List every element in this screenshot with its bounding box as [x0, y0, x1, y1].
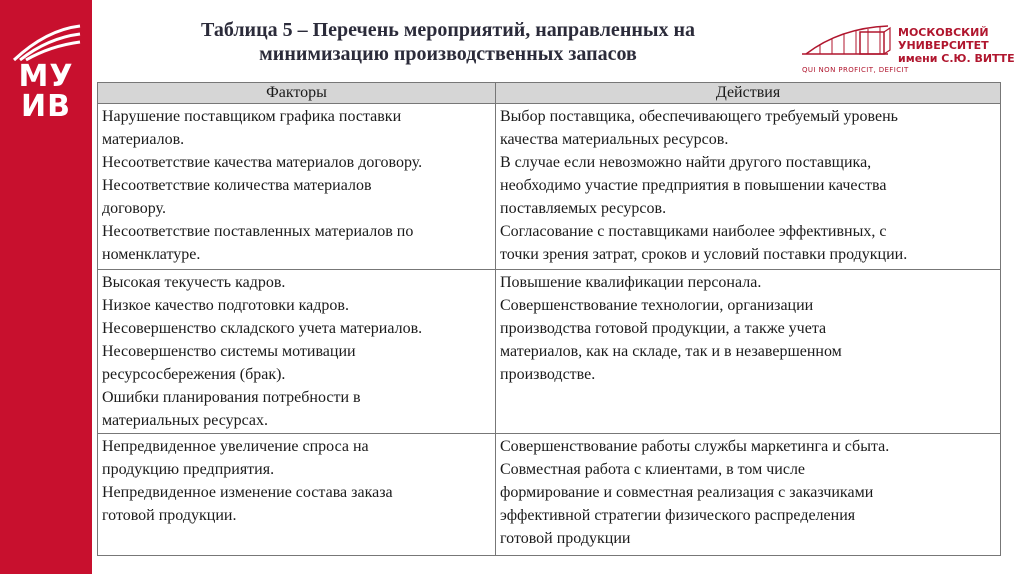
cell-text-line: Несовершенство складского учета материалов. [102, 320, 423, 337]
cell-text-line: Совершенствование технологии, организации [500, 297, 814, 314]
cell-text-line: Повышение квалификации персонала. [500, 274, 762, 291]
university-name: МОСКОВСКИЙ УНИВЕРСИТЕТ имени С.Ю. ВИТТЕ [898, 26, 1015, 65]
actions-cell [496, 270, 1001, 434]
factors-cell [98, 270, 496, 434]
factors-cell [98, 434, 496, 556]
cell-text-line: Согласование с поставщиками наиболее эффективных, с [500, 223, 887, 240]
cell-text-line: Низкое качество подготовки кадров. [102, 297, 349, 314]
header-actions: Действия [496, 83, 1001, 104]
cell-text-line: Высокая текучесть кадров. [102, 274, 286, 291]
cell-text-line: материальных ресурсах. [102, 412, 268, 429]
cell-text-line: производстве. [500, 366, 596, 383]
cell-text-line: Выбор поставщика, обеспечивающего требуемый уровень [500, 108, 898, 125]
cell-text-line: Ошибки планирования потребности в [102, 389, 361, 406]
cell-text-line: качества материальных ресурсов. [500, 131, 729, 148]
logo-text-line1: МУ [18, 59, 74, 94]
university-emblem-icon [800, 24, 894, 70]
header-factors: Факторы [98, 83, 496, 104]
logo-arcs-icon [6, 22, 86, 62]
university-logo [800, 24, 1015, 74]
table-row [98, 270, 1001, 434]
cell-text-line: поставляемых ресурсов. [500, 200, 667, 217]
cell-text-line: Несоответствие качества материалов договору. [102, 154, 423, 171]
cell-text-line: точки зрения затрат, сроков и условий поставки продукции. [500, 246, 908, 263]
cell-text-line: готовой продукции [500, 530, 631, 547]
cell-text-line: необходимо участие предприятия в повышении качества [500, 177, 887, 194]
cell-text-line: эффективной стратегии физического распределения [500, 507, 856, 524]
university-motto: QUI NON PROFICIT, DEFICIT [802, 66, 909, 74]
actions-cell [496, 104, 1001, 270]
cell-text-line: номенклатуре. [102, 246, 201, 263]
table-header-row [98, 83, 1001, 104]
cell-text-line: производства готовой продукции, а также учета [500, 320, 827, 337]
cell-text-line: материалов, как на складе, так и в незавершенном [500, 343, 842, 360]
table-row [98, 434, 1001, 556]
brand-sidebar [0, 0, 92, 574]
table-row [98, 104, 1001, 270]
measures-table [97, 82, 1001, 556]
cell-text-line: Непредвиденное увеличение спроса на [102, 438, 369, 455]
logo-text-line2: ИВ [21, 89, 71, 124]
cell-text-line: договору. [102, 200, 166, 217]
cell-text-line: Несоответствие поставленных материалов по [102, 223, 414, 240]
actions-cell [496, 434, 1001, 556]
cell-text-line: Совершенствование работы службы маркетинга и сбыта. [500, 438, 890, 455]
factors-cell [98, 104, 496, 270]
title-line2: минимизацию производственных запасов [259, 43, 637, 65]
cell-text-line: Непредвиденное изменение состава заказа [102, 484, 393, 501]
cell-text-line: Совместная работа с клиентами, в том числе [500, 461, 806, 478]
cell-text-line: В случае если невозможно найти другого поставщика, [500, 154, 872, 171]
cell-text-line: продукцию предприятия. [102, 461, 275, 478]
cell-text-line: готовой продукции. [102, 507, 237, 524]
cell-text-line: Нарушение поставщиком графика поставки [102, 108, 402, 125]
cell-text-line: Несовершенство системы мотивации [102, 343, 356, 360]
cell-text-line: материалов. [102, 131, 185, 148]
cell-text-line: Несоответствие количества материалов [102, 177, 372, 194]
title-line1: Таблица 5 – Перечень мероприятий, направленных на [200, 19, 695, 41]
page-title [118, 18, 778, 66]
cell-text-line: ресурсосбережения (брак). [102, 366, 286, 383]
cell-text-line: формирование и совместная реализация с заказчиками [500, 484, 874, 501]
